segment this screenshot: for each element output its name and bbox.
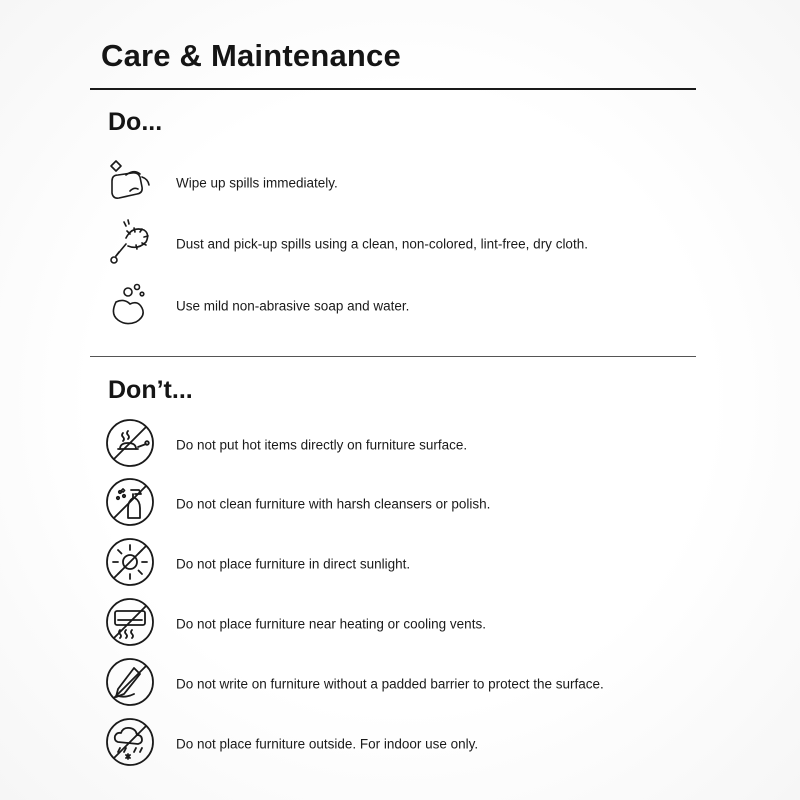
no-sunlight-icon	[104, 536, 156, 588]
do-heading: Do...	[108, 108, 163, 136]
section-divider	[90, 356, 696, 357]
do-item-wipe	[104, 155, 704, 211]
no-outdoor-weather-icon	[104, 716, 156, 768]
dont-item-text: Do not clean furniture with harsh cleansers or polish.	[176, 496, 491, 512]
dont-item-writing	[104, 656, 704, 712]
do-item-dust	[104, 216, 704, 272]
dont-item-cleansers	[104, 476, 704, 532]
no-writing-icon	[104, 656, 156, 708]
do-item-soap	[104, 278, 704, 334]
dont-item-text: Do not place furniture near heating or cooling vents.	[176, 616, 486, 632]
no-spray-cleanser-icon	[104, 476, 156, 528]
duster-icon	[104, 216, 156, 268]
dont-item-vents	[104, 596, 704, 652]
dont-item-text: Do not place furniture in direct sunlight.	[176, 556, 411, 572]
dont-item-hot	[104, 417, 704, 473]
do-item-text: Wipe up spills immediately.	[176, 175, 338, 191]
title-divider	[90, 88, 696, 90]
no-vent-icon	[104, 596, 156, 648]
do-item-text: Dust and pick-up spills using a clean, non-colored, lint-free, dry cloth.	[176, 236, 588, 252]
dont-item-text: Do not place furniture outside. For indoor use only.	[176, 736, 479, 752]
wipe-cloth-icon	[104, 155, 156, 207]
soap-bubbles-icon	[104, 278, 156, 330]
dont-item-outdoor	[104, 716, 704, 772]
do-item-text: Use mild non-abrasive soap and water.	[176, 298, 410, 314]
page-title: Care & Maintenance	[101, 38, 401, 73]
no-hot-pan-icon	[104, 417, 156, 469]
dont-item-sunlight	[104, 536, 704, 592]
dont-heading: Don’t...	[108, 376, 193, 404]
dont-item-text: Do not put hot items directly on furniture surface.	[176, 437, 468, 453]
dont-item-text: Do not write on furniture without a padded barrier to protect the surface.	[176, 676, 604, 692]
